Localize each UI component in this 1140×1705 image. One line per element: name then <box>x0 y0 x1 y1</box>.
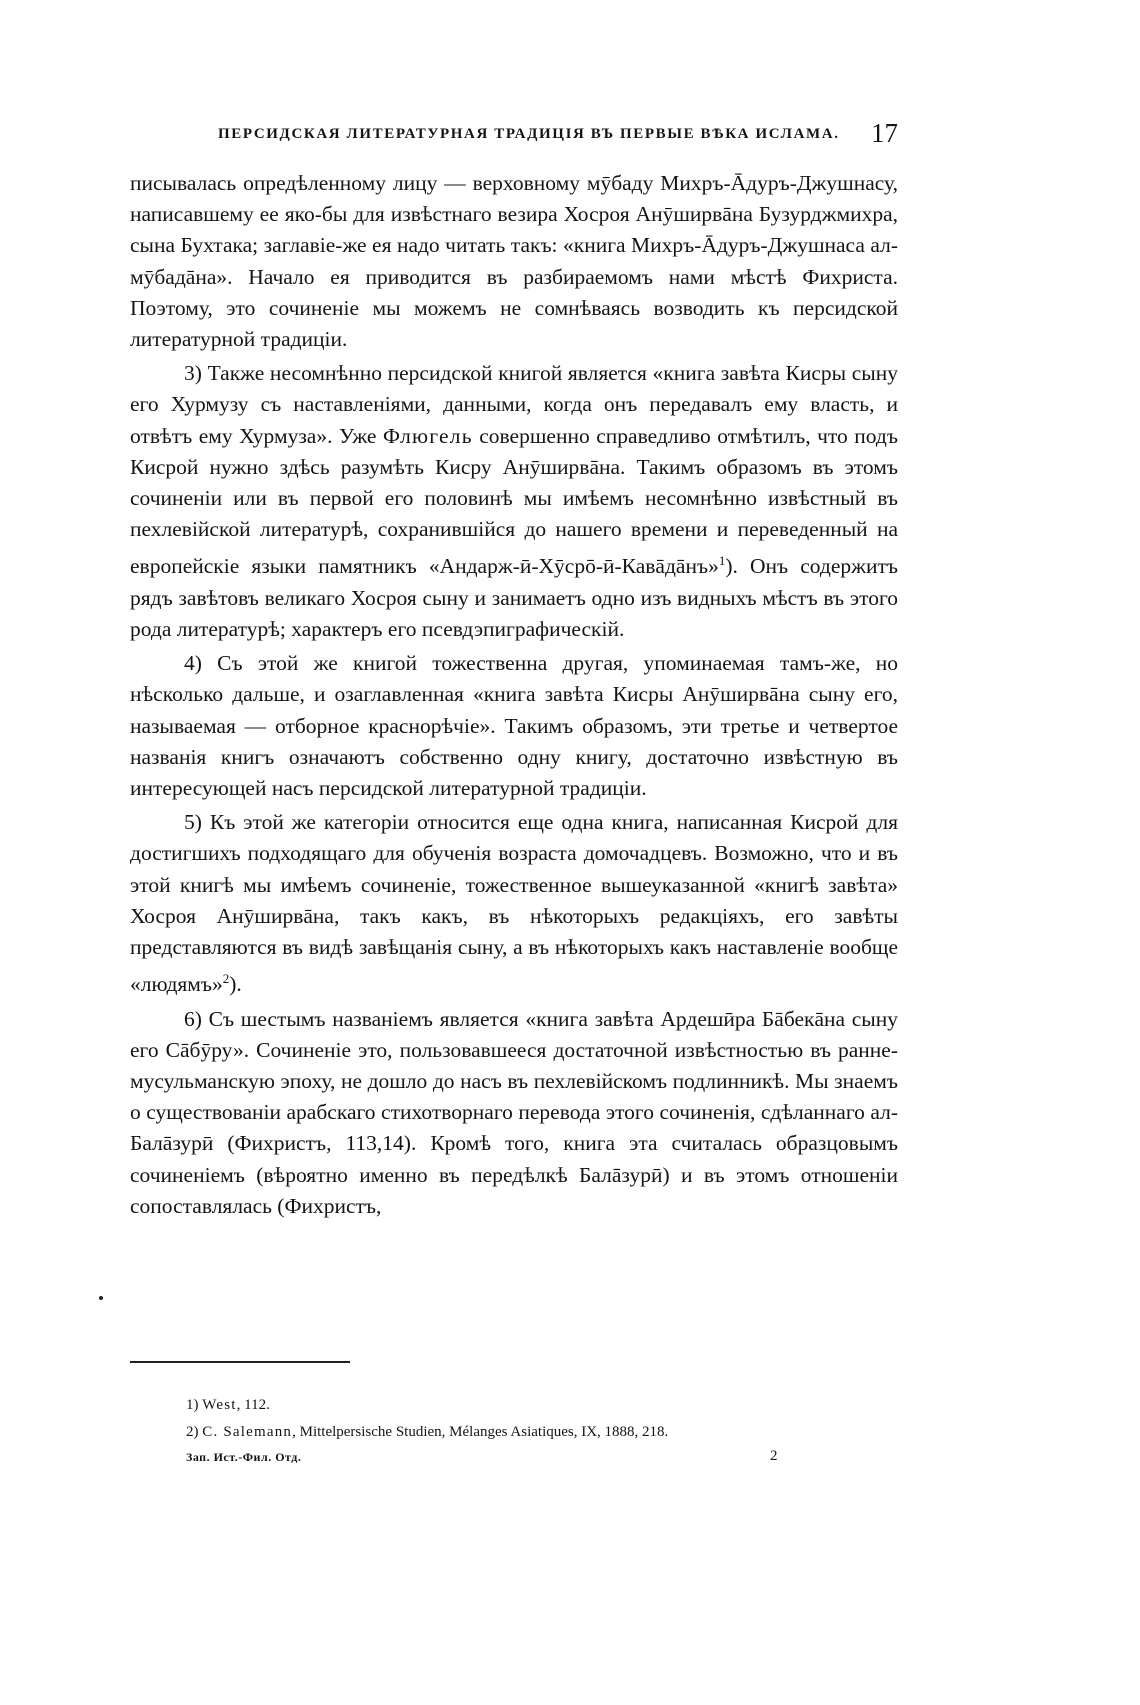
page-header <box>218 118 898 154</box>
footnotes <box>186 1392 866 1446</box>
author-name: Флюгель <box>382 423 473 448</box>
paragraph-continuation <box>130 168 898 355</box>
footnote-number: 1) <box>186 1397 199 1413</box>
footnote-text: , Mittelpersische Studien, Mélanges Asiatiques, IX, 1888, 218. <box>292 1424 669 1440</box>
paragraph-text: 3) Также несомнѣнно персидской книгой является «книга завѣта Кисры сыну его Хурмузу съ наставленіями, данными, когда онъ передавалъ ему власть, и отвѣтъ ему Хурмуза». Уже <box>130 361 898 448</box>
paragraph-text: 5) Къ этой же категоріи относится еще одна книга, написанная Кисрой для достигшихъ подходящаго для обученія возраста домочадцевъ. Возможно, что и въ этой книгѣ мы имѣемъ сочиненіе, тожественное вышеуказанной «книгѣ завѣта» Хосроя Анӯширвāна, такъ какъ, въ нѣкоторыхъ редакціяхъ, его завѣты представляются въ видѣ завѣщанія сыну, а въ нѣкоторыхъ какъ наставленіе вообще «людямъ» <box>130 810 898 997</box>
paragraph-item-3 <box>130 358 898 645</box>
paragraph-text: писывалась опредѣленному лицу — верховному мӯбаду Михръ-Āдуръ-Джушнасу, написавшему ее яко-бы для извѣстнаго везира Хосроя Анӯширвāна Бузурджмихра, сына Бухтака; заглавіе-же ея надо читать такъ: «книга Михръ-Āдуръ-Джушнаса ал-мӯбадāна». Начало ея приводится въ разбираемомъ нами мѣстѣ Фихриста. Поэтому, это сочиненіе мы можемъ не сомнѣваясь возводить къ персидской литературной традиціи. <box>130 171 898 352</box>
margin-dot <box>99 1296 103 1300</box>
paragraph-text: 6) Съ шестымъ названіемъ является «книга завѣта Ардешӣра Бāбекāна сыну его Сāбӯру». Сочиненіе это, пользовавшееся достаточной извѣстностью въ ранне-мусульманскую эпоху, не дошло до насъ въ пехлевійскомъ подлинникѣ. Мы знаемъ о существованіи арабскаго стихотворнаго перевода этого сочиненія, сдѣланнаго ал-Балāзурӣ (Фихристъ, 113,14). Кромѣ того, книга эта считалась образцовымъ сочиненіемъ (вѣроятно именно въ передѣлкѣ Балāзурӣ) и въ этомъ отношеніи сопоставлялась (Фихристъ, <box>130 1006 898 1218</box>
footnote-author: C. Salemann <box>202 1424 293 1440</box>
journal-abbreviation: Зап. Ист.-Фил. Отд. <box>186 1450 302 1464</box>
paragraph-item-4 <box>130 648 898 804</box>
paragraph-text: ). Онъ содержитъ рядъ завѣтовъ великаго Хосроя сыну и занимаетъ одно изъ видныхъ мѣстъ въ этого рода литературѣ; характеръ его псевдэпиграфическій. <box>130 554 898 641</box>
paragraph-text: ). <box>229 972 242 997</box>
paragraph-text: совершенно справедливо отмѣтилъ, что подъ Кисрой нужно здѣсь разумѣть Кисру Анӯширвāна. Такимъ образомъ въ этомъ сочиненіи или въ первой его половинѣ мы имѣемъ несомнѣнно извѣстный въ пехлевійской литературѣ, сохранившійся до нашего времени и переведенный на европейскіе языки памятникъ «Андарж-ӣ-Хӯсрō-ӣ-Кавāдāнъ» <box>130 423 898 579</box>
paragraph-text: 4) Съ этой же книгой тожественна другая, упоминаемая тамъ-же, но нѣсколько дальше, и озаглавленная «книга завѣта Кисры Анӯширвāна сыну его, называемая — отборное краснорѣчіе». Такимъ образомъ, эти третье и четвертое названія книгъ означаютъ собственно одну книгу, достаточно извѣстную въ интересующей насъ персидской литературной традиціи. <box>130 651 898 801</box>
footnote-ref[interactable]: 2 <box>222 971 230 987</box>
running-title: ПЕРСИДСКАЯ ЛИТЕРАТУРНАЯ ТРАДИЦІЯ ВЪ ПЕРВЫЕ ВѢКА ИСЛАМА. <box>218 126 840 142</box>
printer-signature <box>186 1448 786 1472</box>
footnote-rule <box>130 1361 350 1363</box>
sheet-number: 2 <box>770 1448 778 1464</box>
footnote-1 <box>186 1392 866 1419</box>
page-number: 17 <box>871 118 898 148</box>
footnote-2 <box>186 1419 866 1446</box>
paragraph-item-5 <box>130 807 898 1000</box>
footnote-ref[interactable]: 1 <box>718 553 726 569</box>
footnote-text: , 112. <box>236 1397 270 1413</box>
footnote-number: 2) <box>186 1424 199 1440</box>
footnote-author: West <box>202 1397 237 1413</box>
paragraph-item-6 <box>130 1004 898 1222</box>
main-text <box>130 168 898 1222</box>
